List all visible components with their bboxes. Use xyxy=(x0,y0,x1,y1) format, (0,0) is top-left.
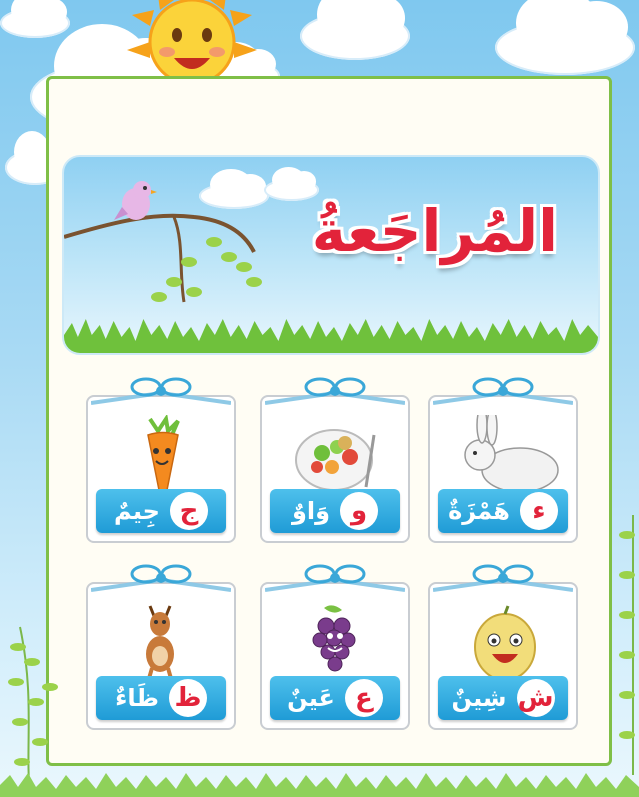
letter-name: شِينٌ xyxy=(451,684,507,712)
letter-name: جِيمٌ xyxy=(114,497,160,525)
letter-card-ayn[interactable] xyxy=(260,582,410,730)
letter-label xyxy=(270,676,400,720)
letter-card-waw[interactable] xyxy=(260,395,410,543)
letter-label xyxy=(438,489,568,533)
letter-card-hamza[interactable] xyxy=(428,395,578,543)
bird-on-branch-icon xyxy=(64,162,274,322)
letter-card-shin[interactable] xyxy=(428,582,578,730)
salad-plate-icon xyxy=(262,415,412,495)
letter-card-za[interactable] xyxy=(86,582,236,730)
cloud xyxy=(300,12,410,60)
grapes-icon xyxy=(262,602,412,682)
rabbit-icon xyxy=(430,415,580,495)
letter-card-jim[interactable] xyxy=(86,395,236,543)
cloud xyxy=(495,20,635,75)
letter-glyph: ج xyxy=(170,492,208,530)
letter-glyph: ع xyxy=(345,679,383,717)
bottom-grass xyxy=(0,757,639,797)
letter-glyph: ء xyxy=(520,492,558,530)
grass-strip xyxy=(64,313,598,353)
letter-glyph: ظ xyxy=(169,679,207,717)
letter-label xyxy=(438,676,568,720)
letter-label xyxy=(96,489,226,533)
page-title: المُراجَعةُ xyxy=(311,197,558,265)
carrot-icon xyxy=(88,415,238,495)
letter-name: وَاوٌ xyxy=(291,497,331,525)
rope-bow-icon xyxy=(265,375,405,419)
letter-glyph: و xyxy=(340,492,378,530)
letter-label xyxy=(96,676,226,720)
melon-icon xyxy=(430,602,580,682)
letter-name: ظَاءٌ xyxy=(115,684,159,712)
letter-label xyxy=(270,489,400,533)
rope-bow-icon xyxy=(433,562,573,606)
letter-name: عَينٌ xyxy=(287,684,335,712)
rope-bow-icon xyxy=(91,562,231,606)
rope-bow-icon xyxy=(433,375,573,419)
rope-bow-icon xyxy=(265,562,405,606)
cloud xyxy=(0,8,70,38)
title-banner xyxy=(62,155,600,355)
letter-glyph: ش xyxy=(517,679,555,717)
vine-leaves-icon xyxy=(613,515,639,775)
rope-bow-icon xyxy=(91,375,231,419)
deer-icon xyxy=(88,602,238,682)
letter-name: هَمْزَةٌ xyxy=(448,497,510,525)
